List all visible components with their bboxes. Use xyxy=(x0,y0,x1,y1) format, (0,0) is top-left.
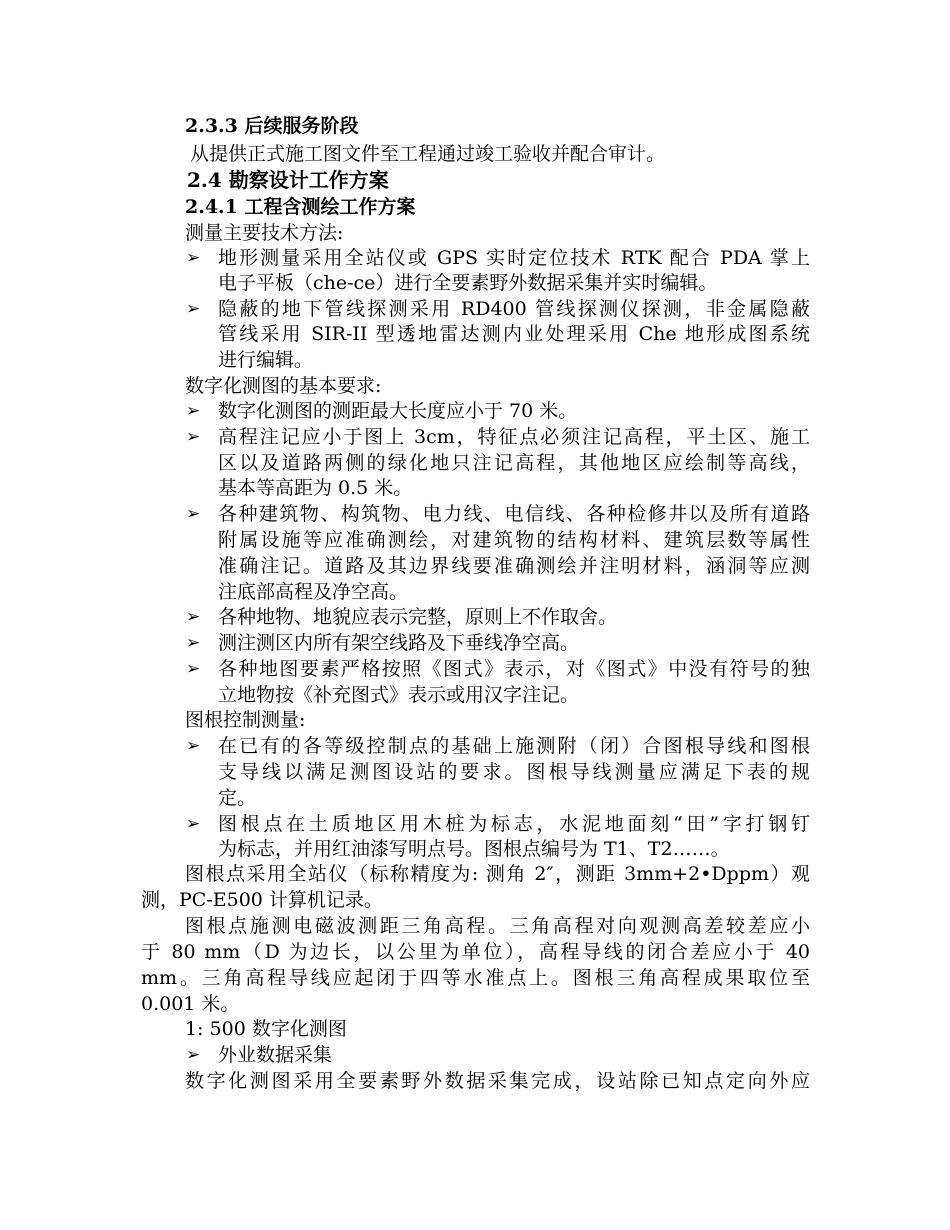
bullet-arrow-icon: ➢ xyxy=(186,401,201,421)
bullet-arrow-icon: ➢ xyxy=(186,659,201,679)
paragraph-line: 图根点采用全站仪（标称精度为: 测角 2″，测距 3mm+2•Dppm）观 xyxy=(185,863,810,885)
list-item-line: 数字化测图的测距最大长度应小于 70 米。 xyxy=(218,400,578,422)
label-control: 图根控制测量: xyxy=(185,709,306,731)
list-item-line: 基本等高距为 0.5 米。 xyxy=(218,477,413,499)
bullet-arrow-icon: ➢ xyxy=(186,736,201,756)
bullet-arrow-icon: ➢ xyxy=(186,299,201,319)
list-item-line: 注底部高程及净空高。 xyxy=(218,581,409,603)
list-item-line: 准确注记。道路及其边界线要准确测绘并注明材料，涵洞等应测 xyxy=(218,555,810,577)
bullet-arrow-icon: ➢ xyxy=(186,248,201,268)
label-requirements: 数字化测图的基本要求: xyxy=(185,375,382,397)
list-item-line: 隐蔽的地下管线探测采用 RD400 管线探测仪探测，非金属隐蔽 xyxy=(218,298,810,320)
paragraph-line: 数字化测图采用全要素野外数据采集完成，设站除已知点定向外应 xyxy=(185,1070,810,1092)
heading-2-3-3: 2.3.3 后续服务阶段 xyxy=(185,115,359,137)
list-item-line: 为标志，并用红油漆写明点号。图根点编号为 T1、T2……。 xyxy=(218,838,730,860)
paragraph-line: mm。三角高程导线应起闭于四等水准点上。图根三角高程成果取位至 xyxy=(141,967,810,989)
label-methods: 测量主要技术方法: xyxy=(185,222,344,244)
list-item-line: 在已有的各等级控制点的基础上施测附（闭）合图根导线和图根 xyxy=(218,735,810,757)
list-item-line: 高程注记应小于图上 3cm，特征点必须注记高程，平土区、施工 xyxy=(218,426,810,448)
heading-2-4: 2.4 勘察设计工作方案 xyxy=(187,168,389,192)
list-item-line: 地形测量采用全站仪或 GPS 实时定位技术 RTK 配合 PDA 掌上 xyxy=(218,247,810,269)
list-item-line: 图根点在土质地区用木桩为标志，水泥地面刻“田”字打钢钉 xyxy=(218,813,810,835)
paragraph-line: 于 80 mm（D 为边长，以公里为单位），高程导线的闭合差应小于 40 xyxy=(141,941,810,963)
list-item-line: 附属设施等应准确测绘，对建筑物的结构材料、建筑层数等属性 xyxy=(218,529,810,551)
list-item-line: 测注测区内所有架空线路及下垂线净空高。 xyxy=(218,632,580,654)
bullet-arrow-icon: ➢ xyxy=(186,504,201,524)
list-item-line: 外业数据采集 xyxy=(218,1044,333,1066)
list-item-line: 各种建筑物、构筑物、电力线、电信线、各种检修井以及所有道路 xyxy=(218,503,810,525)
paragraph-line: 图根点施测电磁波测距三角高程。三角高程对向观测高差较差应小 xyxy=(185,915,810,937)
bullet-arrow-icon: ➢ xyxy=(186,814,201,834)
paragraph-service: 从提供正式施工图文件至工程通过竣工验收并配合审计。 xyxy=(190,143,666,165)
list-item-line: 立地物按《补充图式》表示或用汉字注记。 xyxy=(218,684,580,706)
scale-heading: 1: 500 数字化测图 xyxy=(185,1018,347,1040)
list-item-line: 进行编辑。 xyxy=(218,349,314,371)
list-item-line: 区以及道路两侧的绿化地只注记高程，其他地区应绘制等高线， xyxy=(218,452,810,474)
bullet-arrow-icon: ➢ xyxy=(186,427,201,447)
list-item-line: 支导线以满足测图设站的要求。图根导线测量应满足下表的规 xyxy=(218,761,810,783)
bullet-arrow-icon: ➢ xyxy=(186,633,201,653)
list-item-line: 各种地物、地貌应表示完整，原则上不作取舍。 xyxy=(218,606,618,628)
paragraph-line: 测，PC-E500 计算机记录。 xyxy=(141,889,383,911)
bullet-arrow-icon: ➢ xyxy=(186,607,201,627)
list-item-line: 定。 xyxy=(218,787,257,809)
bullet-arrow-icon: ➢ xyxy=(186,1045,201,1065)
list-item-line: 电子平板（che-ce）进行全要素野外数据采集并实时编辑。 xyxy=(218,272,718,294)
list-item-line: 管线采用 SIR-II 型透地雷达测内业处理采用 Che 地形成图系统 xyxy=(218,323,810,345)
list-item-line: 各种地图要素严格按照《图式》表示，对《图式》中没有符号的独 xyxy=(218,658,810,680)
heading-2-4-1: 2.4.1 工程含测绘工作方案 xyxy=(185,196,416,218)
paragraph-line: 0.001 米。 xyxy=(141,993,240,1015)
